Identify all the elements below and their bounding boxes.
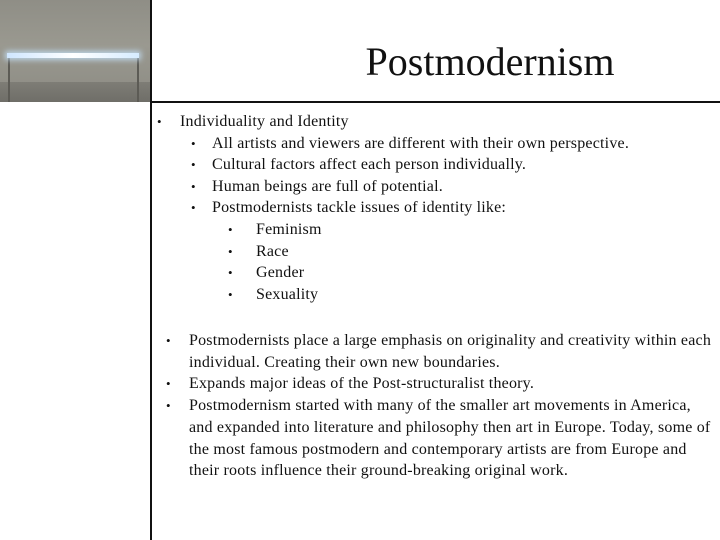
bullet-icon: • xyxy=(157,114,162,129)
outline-heading: Individuality and Identity xyxy=(180,113,349,130)
slide-title: Postmodernism xyxy=(365,39,615,84)
outline-subsub-item: Gender xyxy=(256,264,305,281)
outline-sub-item: All artists and viewers are different with their own perspective. xyxy=(212,135,630,152)
outline-sub-item: Human beings are full of potential. xyxy=(212,178,443,195)
support-post xyxy=(137,58,139,102)
outline-sub-item: Postmodernists tackle issues of identity like: xyxy=(212,199,507,216)
vertical-divider xyxy=(150,0,152,540)
neon-tube xyxy=(7,53,139,58)
bullet-icon: • xyxy=(228,287,233,302)
outline-subsub-item: Race xyxy=(256,243,289,260)
bullet-icon: • xyxy=(228,265,233,280)
bullet-icon: • xyxy=(191,200,196,215)
point-paragraph: Postmodernism started with many of the smaller art movements in America, and expanded into literature and philosophy then art in Europe. Today, some of the most famous postmodern and contemporary artists are from Europe and their roots influence their ground-breaking original work. xyxy=(189,397,711,480)
point-paragraph: Postmodernists place a large emphasis on originality and creativity within each individual. Creating their own new boundaries. xyxy=(189,332,712,371)
bullet-icon: • xyxy=(191,136,196,151)
bullet-icon: • xyxy=(228,244,233,259)
bullet-icon: • xyxy=(228,222,233,237)
outline-subsub-item: Sexuality xyxy=(256,286,319,303)
bullet-icon: • xyxy=(191,157,196,172)
outline-subsub-item: Feminism xyxy=(256,221,322,238)
support-post xyxy=(8,58,10,102)
gallery-floor xyxy=(0,82,150,102)
bullet-icon: • xyxy=(166,333,171,348)
horizontal-divider xyxy=(150,101,720,103)
bullet-icon: • xyxy=(166,376,171,391)
bullet-icon: • xyxy=(166,398,171,413)
bullet-icon: • xyxy=(191,179,196,194)
outline-sub-item: Cultural factors affect each person individually. xyxy=(212,156,527,173)
neon-light-installation-photo xyxy=(0,0,150,102)
point-paragraph: Expands major ideas of the Post-structuralist theory. xyxy=(189,375,535,392)
